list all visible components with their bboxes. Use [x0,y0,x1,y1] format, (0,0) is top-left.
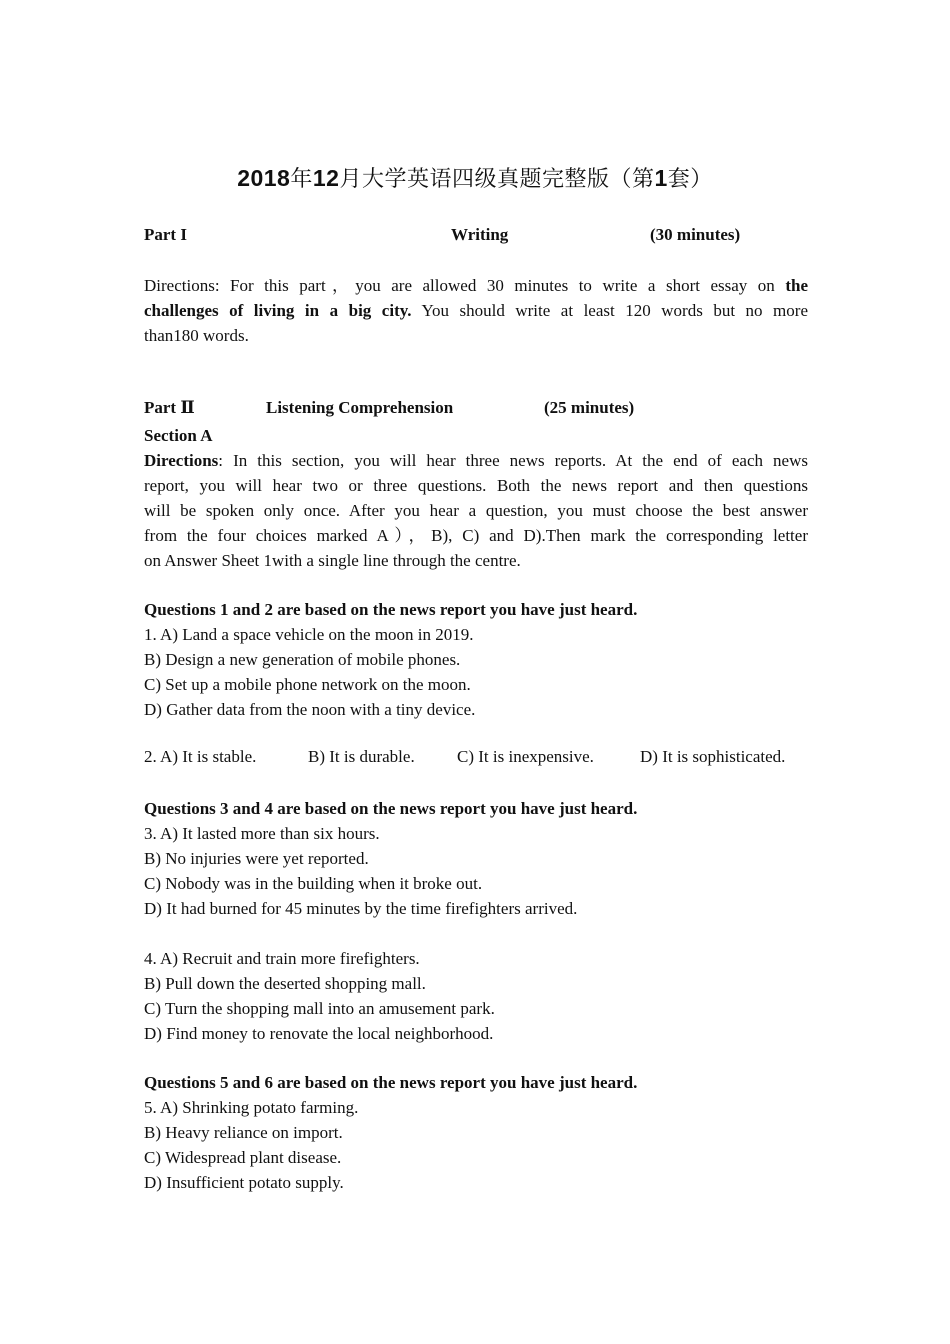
part2-label: Part Ⅱ [144,398,195,417]
title-month: 12 [312,165,340,191]
part2-time: (25 minutes) [544,398,635,417]
part2-directions-line-5: on Answer Sheet 1with a single line through the centre. [144,551,521,570]
part2-directions-line-2: report, you will hear two or three questions. Both the news report and then questions [144,476,808,495]
question-3-option-d: D) It had burned for 45 minutes by the time firefighters arrived. [144,899,578,918]
question-4-option-d: D) Find money to renovate the local neighborhood. [144,1024,494,1043]
title-year: 2018 [237,165,291,191]
part1-directions-line-2: challenges of living in a big city. You should write at least 120 words but no more [144,301,808,320]
part2-directions-line-3: will be spoken only once. After you hear a question, you must choose the best answer [144,501,808,520]
question-2-option-b: B) It is durable. [308,747,415,766]
question-5-option-b: B) Heavy reliance on import. [144,1123,343,1142]
part1-directions-line-3: than180 words. [144,326,249,345]
question-5-option-a: 5. A) Shrinking potato farming. [144,1098,359,1117]
question-4-option-c: C) Turn the shopping mall into an amusement park. [144,999,495,1018]
question-1-option-a: 1. A) Land a space vehicle on the moon in 2019. [144,625,474,644]
question-5-option-c: C) Widespread plant disease. [144,1148,342,1167]
part1-time: (30 minutes) [650,225,741,244]
question-group-heading: Questions 5 and 6 are based on the news report you have just heard. [144,1073,638,1092]
question-3-option-b: B) No injuries were yet reported. [144,849,369,868]
question-3-option-a: 3. A) It lasted more than six hours. [144,824,380,843]
question-5-option-d: D) Insufficient potato supply. [144,1173,344,1192]
question-3-option-c: C) Nobody was in the building when it broke out. [144,874,483,893]
part2-name: Listening Comprehension [266,398,454,417]
question-group-heading: Questions 3 and 4 are based on the news report you have just heard. [144,799,638,818]
question-2-option-a: 2. A) It is stable. [144,747,257,766]
question-1-option-c: C) Set up a mobile phone network on the moon. [144,675,471,694]
question-4-option-b: B) Pull down the deserted shopping mall. [144,974,426,993]
title-text: 月大学英语四级真题完整版（第 [339,167,655,192]
question-4-option-a: 4. A) Recruit and train more firefighters. [144,949,420,968]
part1-name: Writing [451,225,509,244]
title-end: 套） [667,167,713,192]
title-nian: 年 [290,167,313,192]
question-1-option-b: B) Design a new generation of mobile phones. [144,650,461,669]
page-title [0,162,950,193]
part2-directions-line-4: from the four choices marked A），B), C) and D).Then mark the corresponding letter [144,526,808,545]
question-1-option-d: D) Gather data from the noon with a tiny device. [144,700,476,719]
question-2-option-d: D) It is sophisticated. [640,747,786,766]
question-2-option-c: C) It is inexpensive. [457,747,594,766]
title-set-number: 1 [654,165,668,191]
part2-directions-line-1: Directions: In this section, you will hear three news reports. At the end of each news [144,451,808,470]
section-a-heading: Section A [144,426,213,445]
part1-label: Part I [144,225,187,244]
question-group-heading: Questions 1 and 2 are based on the news report you have just heard. [144,600,638,619]
part1-directions-line-1: Directions: For this part，you are allowed 30 minutes to write a short essay on the [144,276,809,295]
